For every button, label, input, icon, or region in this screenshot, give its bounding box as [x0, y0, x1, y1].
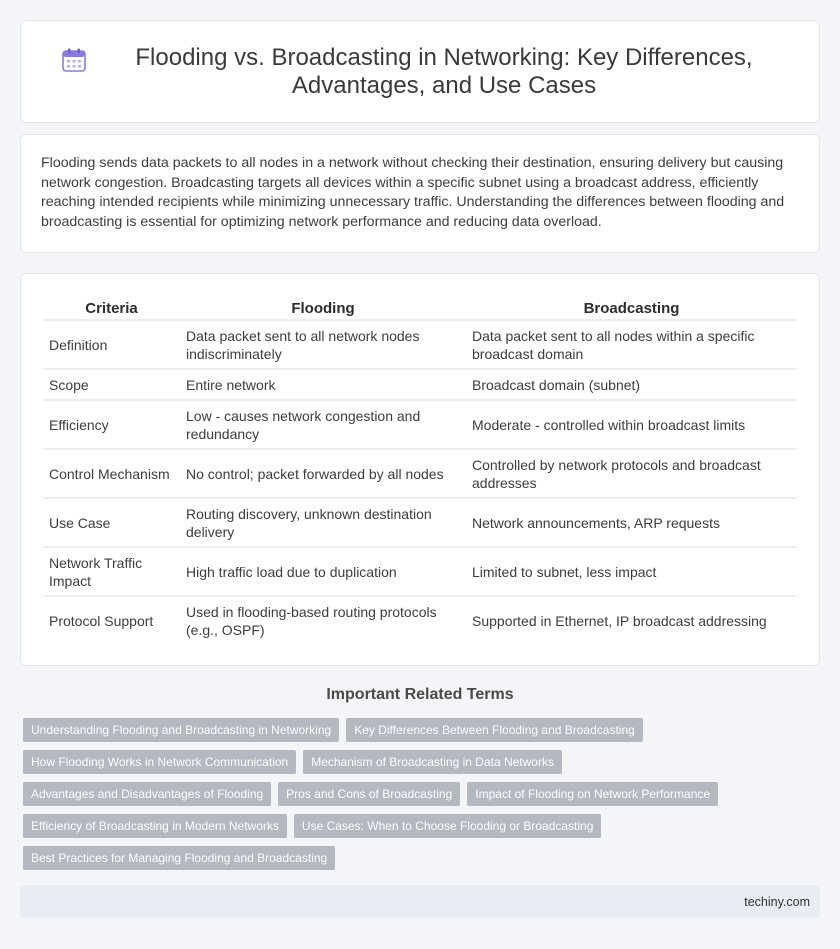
related-term-tag[interactable]: Advantages and Disadvantages of Flooding	[23, 782, 271, 806]
table-cell-criteria: Use Case	[43, 497, 180, 546]
table-row	[43, 368, 797, 399]
table-cell-criteria: Scope	[43, 368, 180, 399]
table-row	[43, 319, 797, 368]
header-card	[20, 20, 820, 123]
table-cell-broadcasting: Controlled by network protocols and broadcast addresses	[466, 448, 797, 497]
intro-card	[20, 134, 820, 253]
table-cell-flooding: Entire network	[180, 368, 466, 399]
table-cell-broadcasting: Limited to subnet, less impact	[466, 546, 797, 595]
comparison-table-card	[20, 273, 820, 666]
related-term-tag[interactable]: Best Practices for Managing Flooding and Broadcasting	[23, 846, 335, 870]
related-term-tag[interactable]: Understanding Flooding and Broadcasting in Networking	[23, 718, 339, 742]
related-term-tag[interactable]: How Flooding Works in Network Communication	[23, 750, 296, 774]
comparison-table	[43, 296, 797, 644]
page-title: Flooding vs. Broadcasting in Networking: Key Differences, Advantages, and Use Cases	[135, 43, 753, 99]
related-term-tag[interactable]: Key Differences Between Flooding and Broadcasting	[346, 718, 643, 742]
related-term-tag[interactable]: Efficiency of Broadcasting in Modern Networks	[23, 814, 287, 838]
related-term-tag[interactable]: Mechanism of Broadcasting in Data Networks	[303, 750, 562, 774]
table-cell-criteria: Control Mechanism	[43, 448, 180, 497]
table-row	[43, 595, 797, 644]
related-term-tag[interactable]: Use Cases: When to Choose Flooding or Broadcasting	[294, 814, 602, 838]
table-cell-criteria: Definition	[43, 319, 180, 368]
related-terms-heading: Important Related Terms	[326, 686, 514, 703]
table-cell-criteria: Protocol Support	[43, 595, 180, 644]
footer-brand[interactable]: techiny.com	[744, 894, 810, 909]
table-cell-flooding: Routing discovery, unknown destination delivery	[180, 497, 466, 546]
table-cell-flooding: No control; packet forwarded by all nodes	[180, 448, 466, 497]
table-row	[43, 546, 797, 595]
intro-paragraph: Flooding sends data packets to all nodes in a network without checking their destination, ensuring delivery but causing network congestion. Broadcasting targets all devices within a specific subnet using a broadcast address, efficiently reaching intended recipients while minimizing unnecessary traffic. Understanding the differences between flooding and broadcasting is essential for optimizing network performance and reducing data overload.	[41, 155, 785, 230]
table-cell-broadcasting: Supported in Ethernet, IP broadcast addressing	[466, 595, 797, 644]
table-row	[43, 497, 797, 546]
table-cell-criteria: Efficiency	[43, 399, 180, 448]
table-cell-flooding: Used in flooding-based routing protocols (e.g., OSPF)	[180, 595, 466, 644]
table-header-flooding: Flooding	[291, 299, 355, 317]
table-cell-broadcasting: Network announcements, ARP requests	[466, 497, 797, 546]
table-cell-broadcasting: Broadcast domain (subnet)	[466, 368, 797, 399]
footer-bar	[20, 885, 820, 918]
table-cell-flooding: Low - causes network congestion and redundancy	[180, 399, 466, 448]
table-row	[43, 448, 797, 497]
related-term-tag[interactable]: Impact of Flooding on Network Performance	[467, 782, 718, 806]
calendar-icon	[61, 47, 87, 73]
table-header-broadcasting: Broadcasting	[583, 299, 680, 317]
table-cell-flooding: Data packet sent to all network nodes indiscriminately	[180, 319, 466, 368]
table-cell-broadcasting: Moderate - controlled within broadcast limits	[466, 399, 797, 448]
related-term-tag[interactable]: Pros and Cons of Broadcasting	[278, 782, 460, 806]
table-cell-flooding: High traffic load due to duplication	[180, 546, 466, 595]
table-header-criteria: Criteria	[85, 299, 138, 317]
table-cell-criteria: Network Traffic Impact	[43, 546, 180, 595]
table-header-row	[43, 296, 797, 319]
table-cell-broadcasting: Data packet sent to all nodes within a specific broadcast domain	[466, 319, 797, 368]
related-terms-list	[23, 718, 743, 870]
table-row	[43, 399, 797, 448]
